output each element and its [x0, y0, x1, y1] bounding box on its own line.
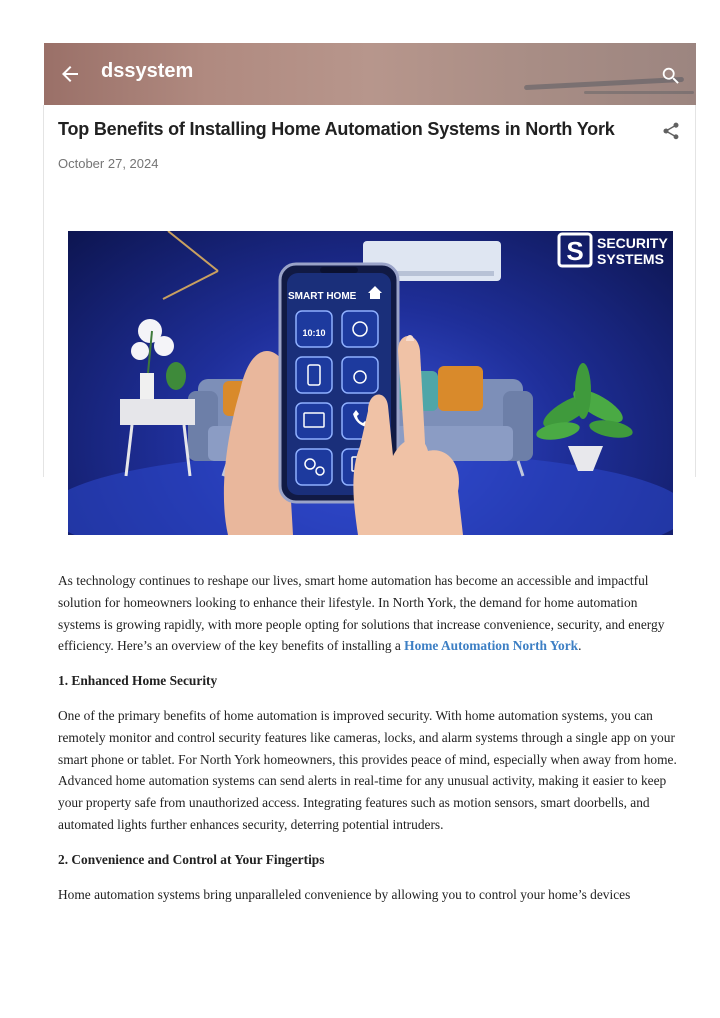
smart-home-illustration	[68, 231, 673, 535]
brand-logo	[559, 234, 668, 267]
svg-text:SECURITY: SECURITY	[597, 235, 668, 251]
intro-text-end: .	[578, 638, 582, 654]
home-automation-link[interactable]: Home Automation North York	[404, 638, 579, 654]
share-icon	[661, 121, 681, 141]
header-decor	[584, 91, 694, 94]
search-button[interactable]	[660, 65, 682, 87]
section-heading-2: 2. Convenience and Control at Your Fingertips	[58, 851, 325, 867]
section-paragraph-1: One of the primary benefits of home automation is improved security. With home automation systems, you can remotely monitor and control security features like cameras, locks, and alarm systems through a single app on your smart phone or tablet. For North York homeowners, this provides peace of mind, especially when away from home. Advanced home automation systems can send alerts in real-time for any unusual activity, making it easier to keep your property safe from unauthorized access. Integrating features such as motion sensors, smart doorbells, and automated lights further enhances security, deterring potential intruders.	[58, 707, 677, 832]
svg-text:SMART HOME: SMART HOME	[288, 291, 357, 302]
app-header	[44, 43, 696, 105]
svg-text:SYSTEMS: SYSTEMS	[597, 251, 664, 267]
svg-text:S: S	[566, 236, 584, 266]
intro-text: As technology continues to reshape our lives, smart home automation has become an accessible and impactful solution for homeowners looking to enhance their lifestyle. In North York, the demand for home automation systems is growing rapidly, with more people opting for solutions that increase convenience, security, and energy efficiency. Here’s an overview of the key benefits of installing a	[58, 573, 665, 654]
article-body	[58, 570, 682, 905]
side-table-icon	[120, 319, 195, 476]
post-date: October 27, 2024	[58, 156, 159, 171]
section-paragraph-2: Home automation systems bring unparalleled convenience by allowing you to control your home’s devices	[58, 886, 631, 902]
back-button[interactable]	[58, 62, 82, 86]
share-button[interactable]	[661, 121, 681, 141]
hero-image	[68, 231, 673, 535]
plant-icon	[535, 363, 634, 471]
site-title[interactable]: dssystem	[101, 60, 194, 82]
arrow-left-icon	[58, 62, 82, 86]
svg-text:10:10: 10:10	[302, 328, 326, 338]
search-icon	[660, 65, 682, 87]
section-heading-1: 1. Enhanced Home Security	[58, 673, 218, 689]
post-title[interactable]: Top Benefits of Installing Home Automation Systems in North York	[58, 119, 615, 139]
intro-paragraph	[58, 570, 682, 657]
